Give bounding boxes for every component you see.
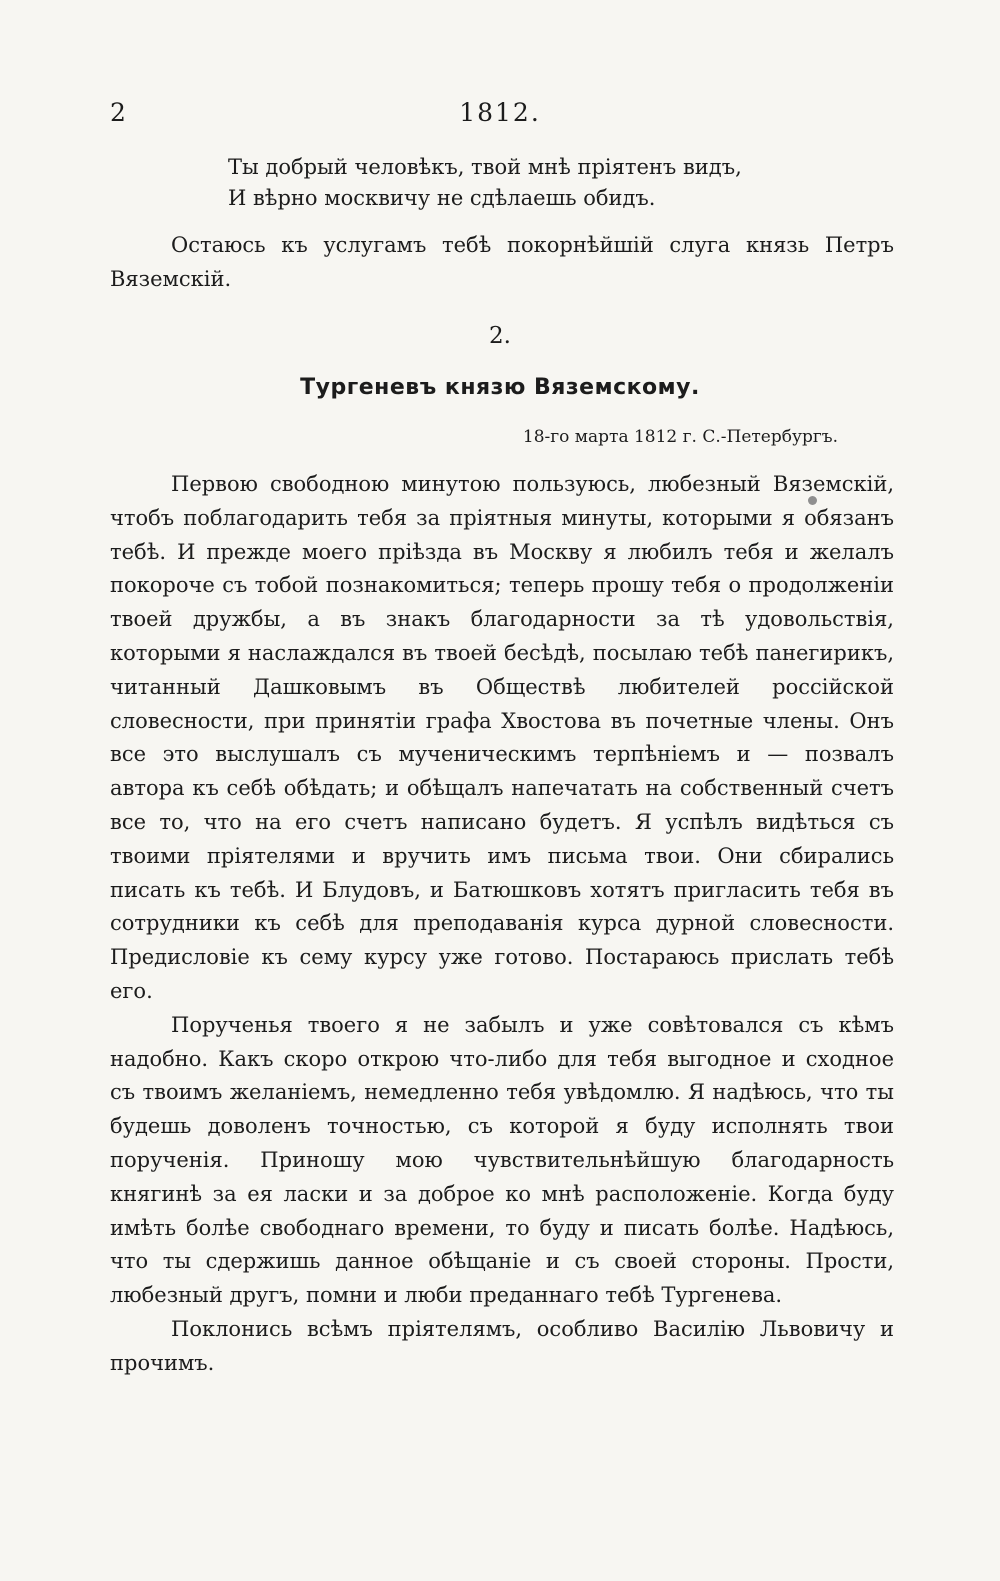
running-title: 1812.	[459, 98, 541, 127]
letter-paragraph: Поклонись всѣмъ пріятелямъ, особливо Василію Львовичу и прочимъ.	[110, 1316, 894, 1375]
closing-block	[110, 229, 894, 297]
closing-paragraph: Остаюсь къ услугамъ тебѣ покорнѣйшій слуга князь Петръ Вяземскій.	[110, 233, 894, 291]
ink-blot	[808, 496, 817, 505]
letter-dateline: 18-го марта 1812 г. С.-Петербургъ.	[522, 427, 838, 447]
letter-paragraph: Порученья твоего я не забылъ и уже совѣтовался съ кѣмъ надобно. Какъ скоро открою что-либо для тебя выгодное и сходное съ твоимъ желаніемъ, немедленно тебя увѣдомлю. Я надѣюсь, что ты будешь доволенъ точностью, съ которой я буду исполнять твои порученія. Приношу мою чувствительнѣйшую благодарность княгинѣ за ея ласки и за доброе ко мнѣ расположеніе. Когда буду имѣть болѣе свободнаго времени, то буду и писать болѣе. Надѣюсь, что ты сдержишь данное обѣщаніе и съ своей стороны. Прости, любезный другъ, помни и люби преданнаго тебѣ Тургенева.	[110, 1012, 894, 1308]
verse-block	[228, 152, 742, 214]
letter-body	[110, 468, 894, 1381]
verse-line: Ты добрый человѣкъ, твой мнѣ пріятенъ видъ,	[228, 155, 742, 179]
letter-number: 2.	[489, 323, 511, 349]
verse-line: И вѣрно москвичу не сдѣлаешь обидъ.	[228, 186, 656, 210]
page-number: 2	[110, 98, 127, 127]
letter-paragraph: Первою свободною минутою пользуюсь, любезный Вяземскій, чтобъ поблагодарить тебя за пріятныя минуты, которыми я обязанъ тебѣ. И прежде моего пріѣзда въ Москву я любилъ тебя и желалъ покороче съ тобой познакомиться; теперь прошу тебя о продолженіи твоей дружбы, а въ знакъ благодарности за тѣ удовольствія, которыми я наслаждался въ твоей бесѣдѣ, посылаю тебѣ панегирикъ, читанный Дашковымъ въ Обществѣ любителей россійской словесности, при принятіи графа Хвостова въ почетные члены. Онъ все это выслушалъ съ мученическимъ терпѣніемъ и — позвалъ автора къ себѣ обѣдать; и обѣщалъ напечатать на собственный счетъ все то, что на его счетъ написано будетъ. Я успѣлъ видѣться съ твоими пріятелями и вручить имъ письма твои. Они сбирались писать къ тебѣ. И Блудовъ, и Батюшковъ хотятъ пригласить тебя въ сотрудники къ себѣ для преподаванія курса дурной словесности. Предисловіе къ сему курсу уже готово. Постараюсь прислать тебѣ его.	[110, 472, 894, 1003]
letter-title: Тургеневъ князю Вяземскому.	[300, 375, 700, 400]
